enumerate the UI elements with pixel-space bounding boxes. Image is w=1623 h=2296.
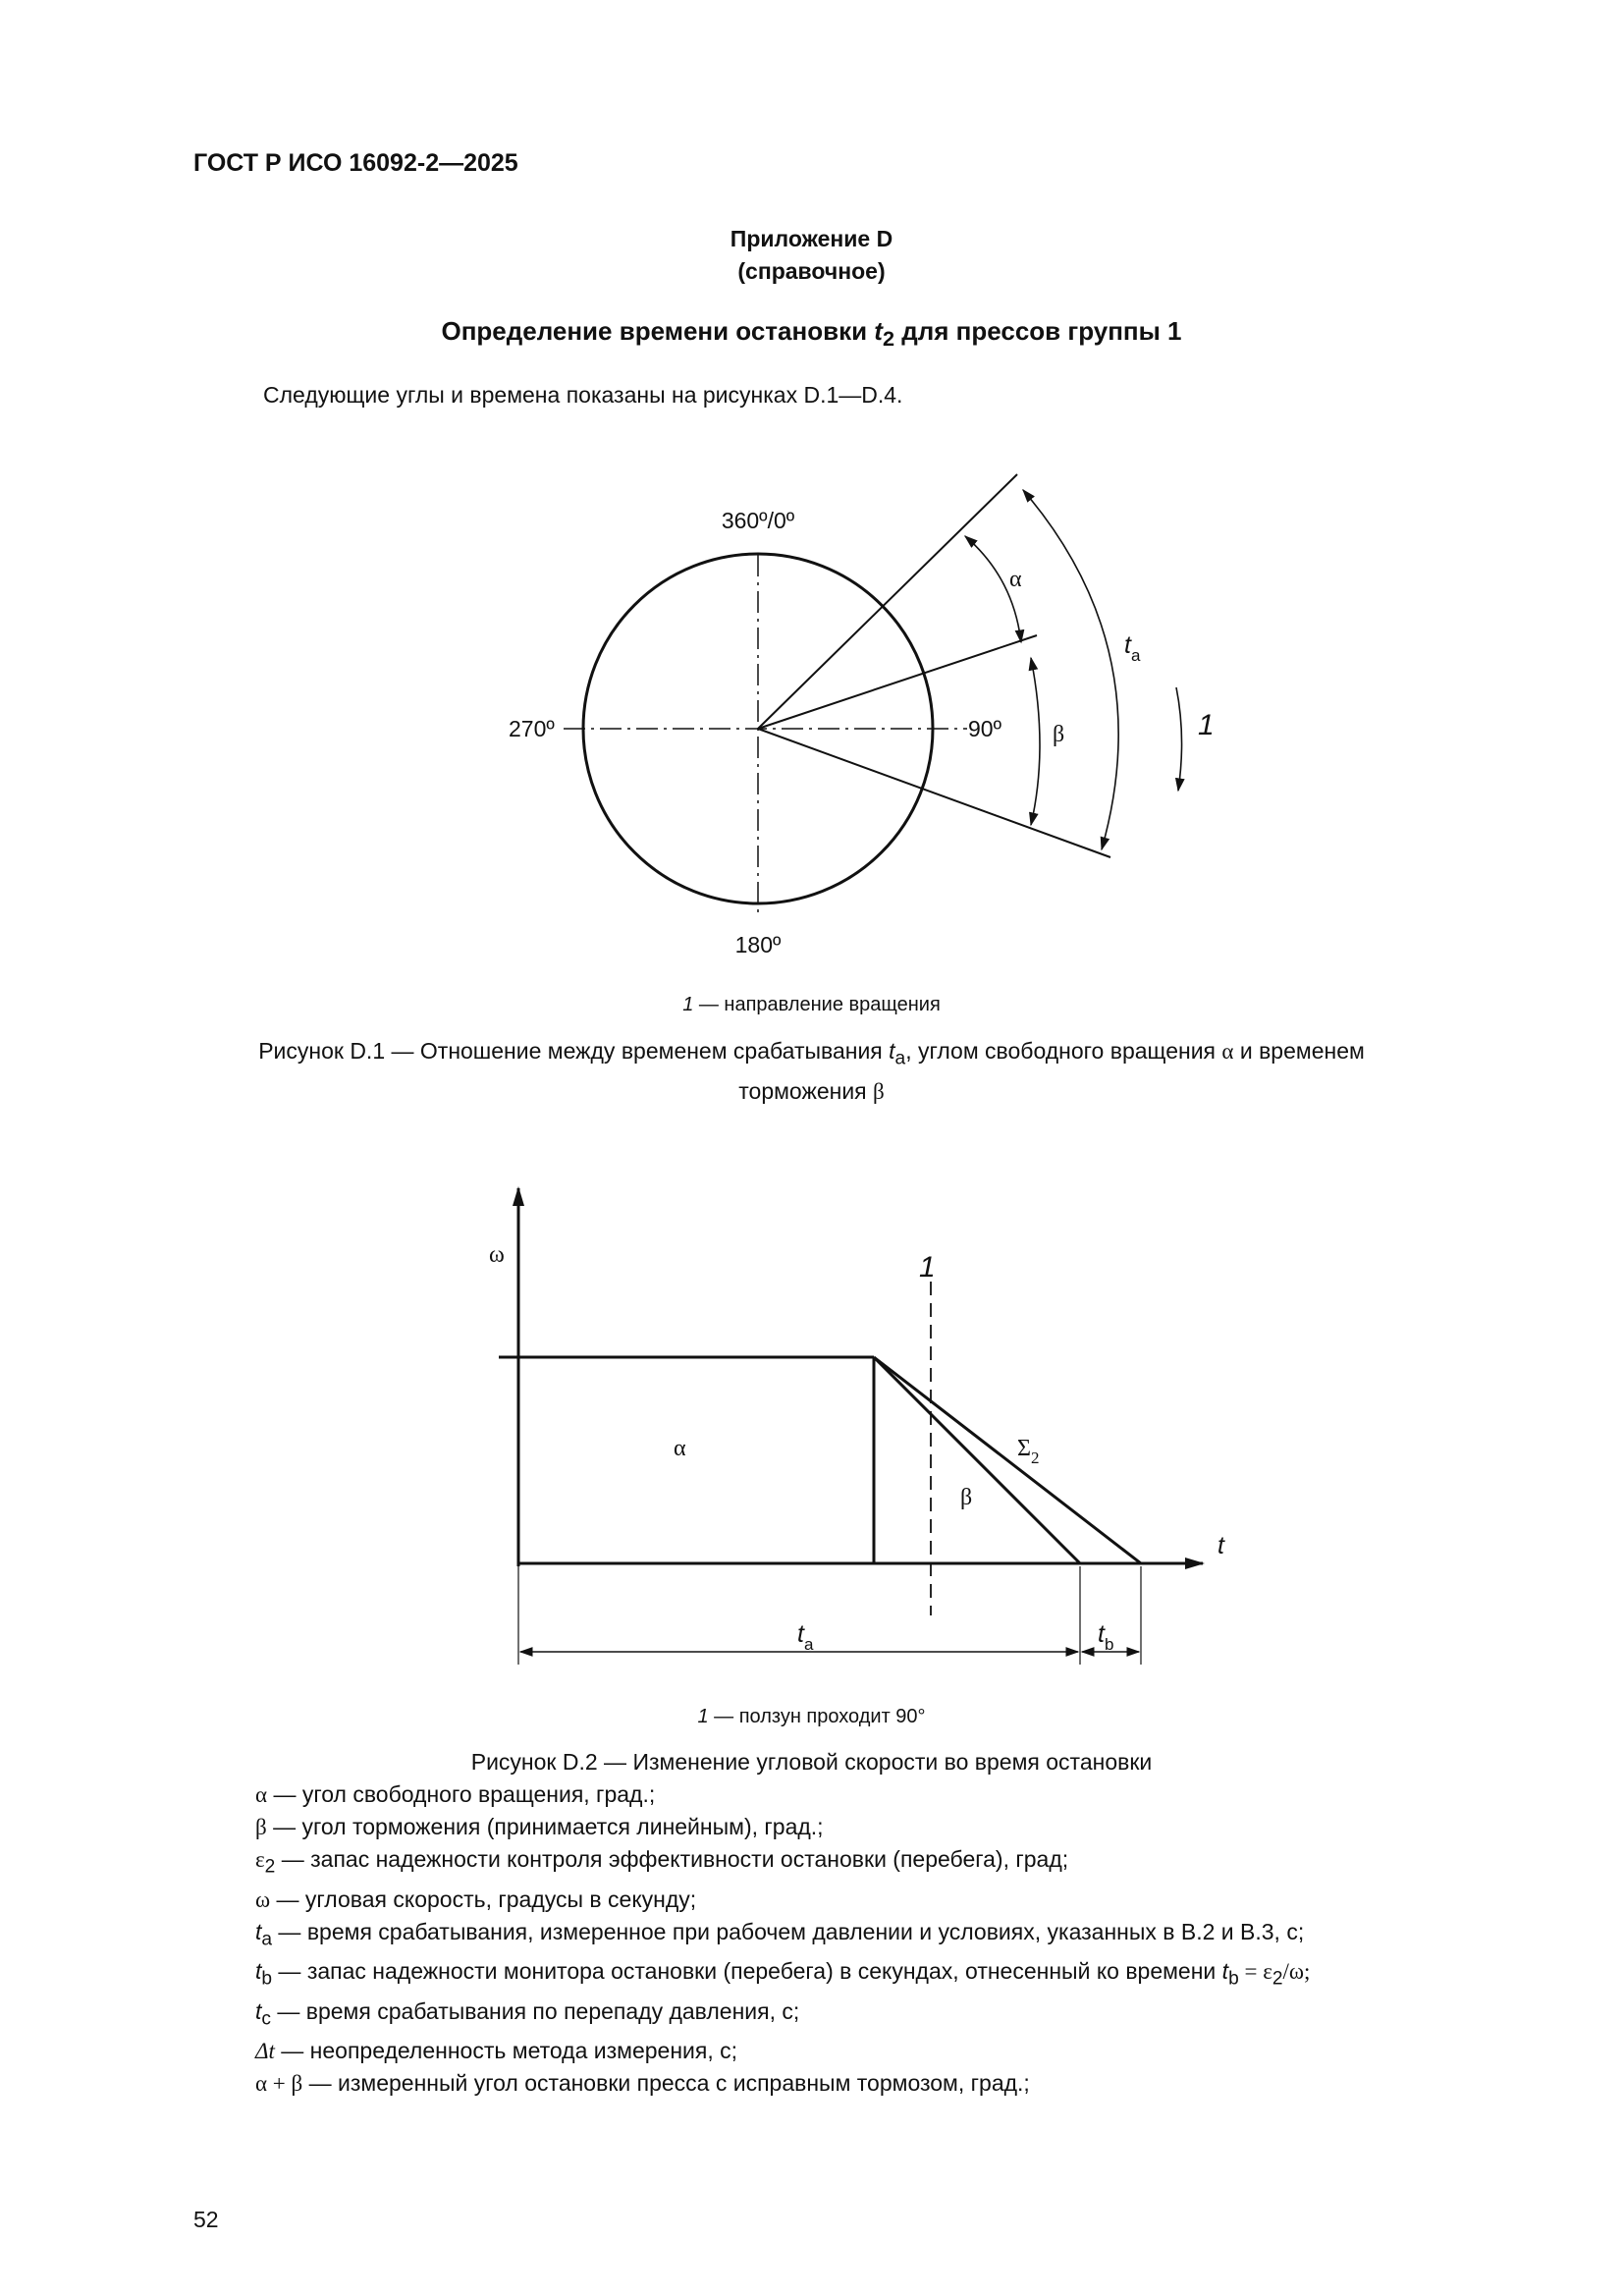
legend-symbol: Δt: [255, 2039, 275, 2064]
appendix-kind: (справочное): [737, 258, 886, 284]
title-var: t: [874, 316, 883, 346]
legend-text: — измеренный угол остановки пресса с исправным тормозом, град.;: [302, 2070, 1030, 2097]
figure1-caption: [0, 1035, 1623, 1108]
cap1-beta: β: [873, 1078, 885, 1104]
label-180: 180º: [734, 932, 782, 957]
legend-symbol: β: [255, 1815, 267, 1839]
symbol-legend: [255, 1778, 1310, 2100]
legend-text: — время срабатывания по перепаду давления, с;: [270, 1997, 800, 2024]
ray-start: [758, 474, 1017, 729]
ta2-var: t: [797, 1620, 804, 1648]
legend-text: — запас надежности монитора остановки (перебега) в секундах, отнесенный ко времени: [272, 1958, 1222, 1985]
cap1-a: Рисунок D.1 — Отношение между временем срабатывания: [258, 1038, 890, 1064]
legend-eq-sub2: 2: [1271, 1968, 1283, 1990]
figure-d1: [0, 0, 1623, 1080]
beta-label: β: [1053, 722, 1065, 747]
rotation-arrow: [1176, 687, 1182, 791]
title-text-end: для прессов группы 1: [894, 316, 1182, 346]
figure-d2: [0, 1129, 1623, 1719]
title-text: Определение времени остановки: [441, 316, 875, 346]
ta-label: [1124, 631, 1141, 665]
beta-arc: [1031, 658, 1040, 825]
sigma-slope: [874, 1357, 1141, 1563]
legend-symbol: ω: [255, 1886, 271, 1912]
legend-eq-end: /ω;: [1282, 1959, 1311, 1985]
appendix-label: Приложение D: [730, 226, 893, 251]
cap1-sub: a: [894, 1048, 906, 1069]
legend-row: [255, 2035, 1310, 2067]
cap1-alpha: α: [1221, 1039, 1234, 1064]
legend-eq-mid: = ε: [1238, 1959, 1272, 1985]
beta-area-label: β: [960, 1485, 973, 1510]
ta-arc: [1023, 490, 1118, 849]
alpha-label: α: [1009, 567, 1022, 592]
legend-symbol: ε: [255, 1847, 265, 1872]
ta2-sub: a: [803, 1635, 814, 1654]
figure2-caption: Рисунок D.2 — Изменение угловой скорости во время остановки: [470, 1749, 1153, 1775]
figure1-note-num: 1: [682, 994, 694, 1015]
sigma-sub: 2: [1030, 1449, 1040, 1467]
cap1-b: , углом свободного вращения: [905, 1038, 1222, 1064]
figure1-note: [0, 994, 1623, 1016]
legend-row: [255, 1778, 1310, 1811]
legend-row: [255, 1884, 1310, 1916]
legend-row: [255, 1955, 1310, 1995]
tb-sub: b: [1104, 1635, 1114, 1654]
legend-row: [255, 1995, 1310, 2036]
legend-text: — угловая скорость, градусы в секунду;: [270, 1886, 697, 1912]
ta-dim-label: [797, 1620, 814, 1654]
figure2-note-text: — ползун проходит 90°: [708, 1706, 926, 1727]
legend-text: — угол свободного вращения, град.;: [267, 1781, 656, 1807]
cap1-c: и временем: [1233, 1038, 1365, 1064]
legend-symbol: t: [255, 1958, 262, 1985]
legend-eq-sub: b: [1228, 1968, 1239, 1990]
legend-row: [255, 2067, 1310, 2100]
ta-var: t: [1124, 631, 1131, 659]
legend-row: [255, 1916, 1310, 1956]
legend-row: [255, 1843, 1310, 1884]
line-marker: 1: [919, 1251, 936, 1284]
beta-slope: [874, 1357, 1080, 1563]
ray-mid: [758, 635, 1037, 729]
sigma-sym: Σ: [1017, 1436, 1031, 1461]
sigma-label: [1017, 1436, 1039, 1467]
tb-dim-label: [1098, 1620, 1113, 1654]
omega-label: ω: [489, 1242, 505, 1268]
legend-row: [255, 1811, 1310, 1843]
label-270: 270º: [509, 716, 555, 741]
legend-symbol: t: [255, 1918, 262, 1944]
legend-sub: 2: [264, 1856, 276, 1878]
label-360: 360º/0º: [721, 508, 795, 533]
cap1-line2: торможения: [738, 1077, 874, 1104]
figure1-note-text: — направление вращения: [693, 994, 941, 1015]
legend-symbol: α: [255, 1782, 268, 1807]
legend-text: — угол торможения (принимается линейным), град.;: [266, 1814, 824, 1839]
intro-paragraph: Следующие углы и времена показаны на рисунках D.1—D.4.: [263, 382, 903, 408]
legend-text: — запас надежности контроля эффективности остановки (перебега), град;: [275, 1846, 1069, 1872]
t-label: t: [1217, 1532, 1224, 1559]
title-sub: 2: [882, 326, 895, 352]
legend-sub: c: [261, 2008, 271, 2030]
legend-sub: a: [261, 1929, 273, 1950]
legend-symbol: α + β: [255, 2071, 303, 2097]
legend-symbol: t: [255, 1997, 262, 2024]
page-number: 52: [193, 2207, 219, 2232]
ray-end: [758, 729, 1110, 857]
ta-sub: a: [1130, 646, 1141, 665]
tb-var: t: [1098, 1620, 1105, 1648]
legend-sub: b: [261, 1968, 273, 1990]
legend-eq-var: t: [1221, 1958, 1229, 1985]
document-header: ГОСТ Р ИСО 16092-2—2025: [193, 149, 518, 177]
cap1-var: t: [889, 1038, 895, 1064]
figure2-note: [0, 1706, 1623, 1728]
alpha-area-label: α: [674, 1436, 686, 1461]
legend-text: — время срабатывания, измеренное при рабочем давлении и условиях, указанных в В.2 и В.3, с;: [272, 1918, 1305, 1944]
rotation-marker: 1: [1198, 709, 1215, 741]
legend-text: — неопределенность метода измерения, с;: [274, 2038, 738, 2064]
figure2-note-num: 1: [697, 1706, 709, 1727]
label-90: 90º: [968, 716, 1001, 741]
